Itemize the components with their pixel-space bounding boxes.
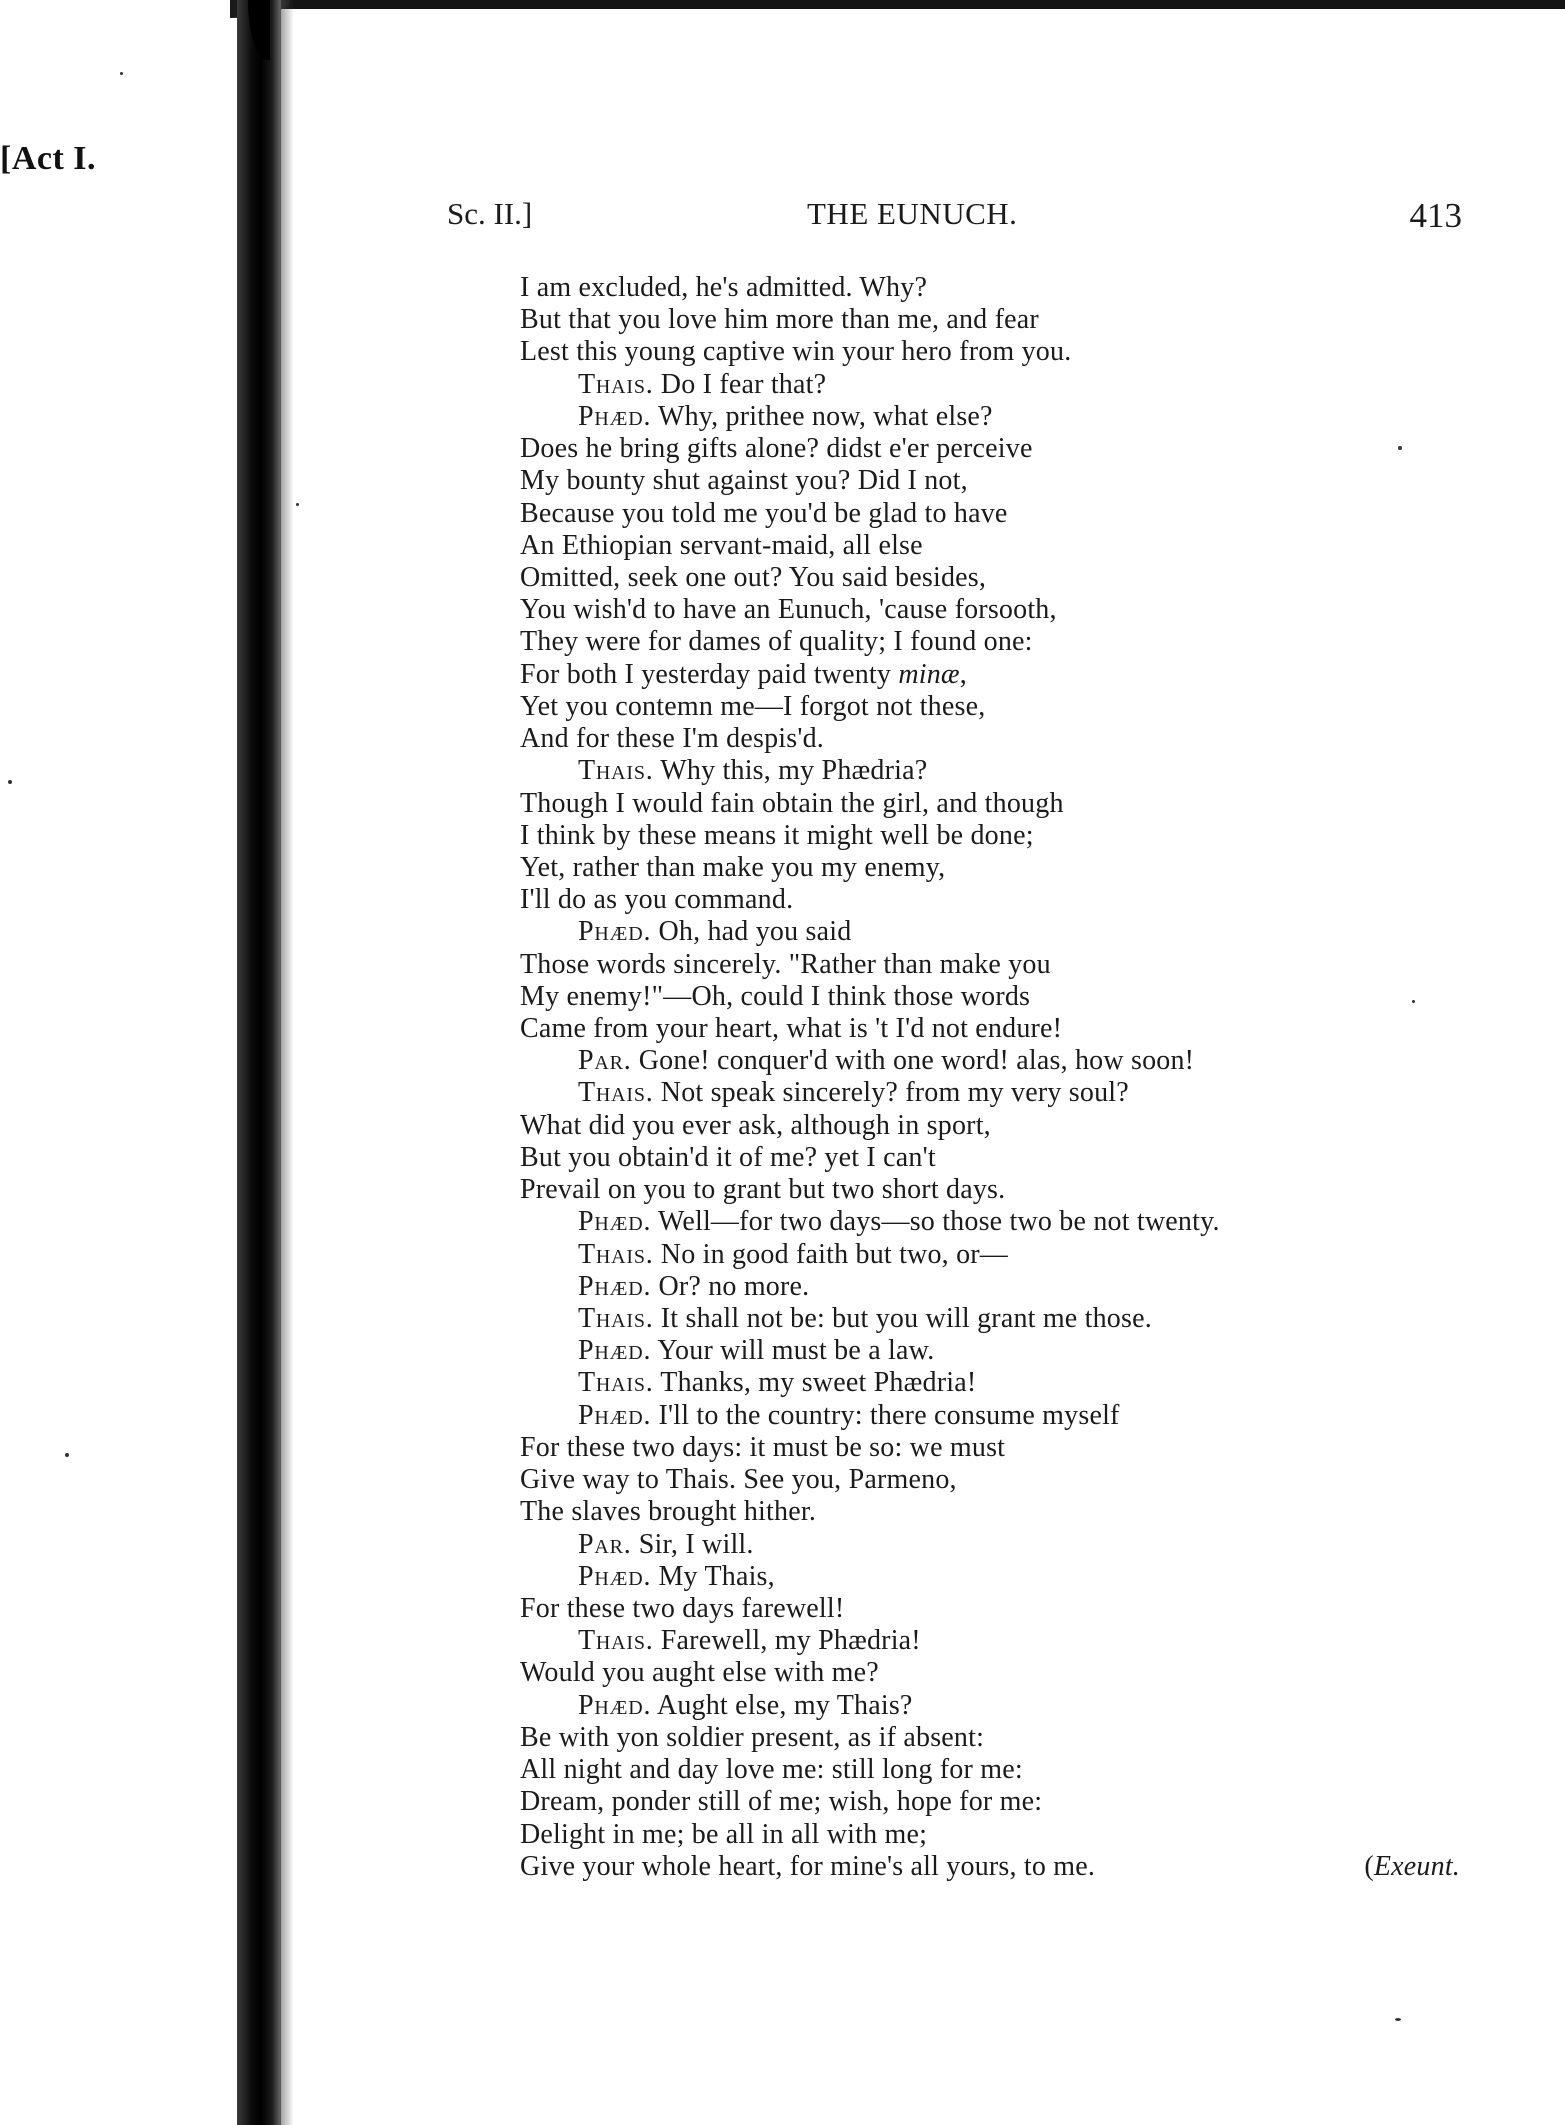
verse-line bbox=[520, 659, 1460, 691]
verse-line bbox=[520, 820, 1460, 852]
line-text: Prevail on you to grant but two short days. bbox=[520, 1174, 1006, 1206]
speaker-label: Phæd. bbox=[578, 916, 652, 948]
verse-line bbox=[520, 1239, 1460, 1271]
running-head bbox=[447, 196, 1462, 244]
speaker-label: Par. bbox=[578, 1045, 632, 1077]
verse-line bbox=[520, 1786, 1460, 1818]
verse-line bbox=[520, 1174, 1460, 1206]
scene-label: Sc. II.] bbox=[447, 196, 533, 231]
stage-direction-text: Exeunt. bbox=[1373, 1850, 1460, 1882]
verse-line bbox=[520, 1496, 1460, 1528]
speaker-label: Thais. bbox=[578, 1367, 654, 1399]
line-text: Delight in me; be all in all with me; bbox=[520, 1818, 928, 1850]
line-text: My bounty shut against you? Did I not, bbox=[520, 465, 968, 497]
speaker-label: Thais. bbox=[578, 368, 654, 400]
verse-line bbox=[520, 1561, 1460, 1593]
verse-line bbox=[520, 1400, 1460, 1432]
line-text: All night and day love me: still long for me: bbox=[520, 1754, 1023, 1786]
verse-line bbox=[520, 981, 1460, 1013]
verse-text bbox=[520, 272, 1460, 1883]
verse-line bbox=[520, 336, 1460, 368]
line-text: Came from your heart, what is 't I'd not endure! bbox=[520, 1013, 1063, 1045]
line-text: They were for dames of quality; I found one: bbox=[520, 626, 1033, 658]
speaker-label: Phæd. bbox=[578, 1560, 652, 1592]
verse-line bbox=[520, 1754, 1460, 1786]
line-text: What did you ever ask, although in sport, bbox=[520, 1109, 991, 1141]
verse-line bbox=[520, 723, 1460, 755]
line-text: My Thais, bbox=[658, 1560, 775, 1592]
verse-line bbox=[520, 433, 1460, 465]
verse-line bbox=[520, 1013, 1460, 1045]
verse-line bbox=[520, 1110, 1460, 1142]
verse-line bbox=[520, 1206, 1460, 1238]
verse-line bbox=[520, 1142, 1460, 1174]
line-text: Give your whole heart, for mine's all yours, to me. bbox=[520, 1850, 1096, 1882]
page-number: 413 bbox=[1409, 196, 1462, 235]
verse-line bbox=[520, 1625, 1460, 1657]
line-text: Why, prithee now, what else? bbox=[657, 400, 993, 432]
verse-line bbox=[520, 1367, 1460, 1399]
line-text: Dream, ponder still of me; wish, hope for me: bbox=[520, 1786, 1043, 1818]
verse-line bbox=[520, 1593, 1460, 1625]
line-text: Omitted, seek one out? You said besides, bbox=[520, 561, 987, 593]
scan-speck bbox=[8, 780, 12, 784]
verse-line bbox=[520, 1657, 1460, 1689]
verse-line bbox=[520, 1722, 1460, 1754]
binding-gutter bbox=[237, 0, 281, 2125]
line-text: Give way to Thais. See you, Parmeno, bbox=[520, 1464, 957, 1496]
line-text: For both I yesterday paid twenty minæ, bbox=[520, 658, 967, 690]
line-text: But that you love him more than me, and fear bbox=[520, 304, 1039, 336]
verse-line bbox=[520, 916, 1460, 948]
line-text: I'll to the country: there consume myself bbox=[658, 1399, 1120, 1431]
line-text: Would you aught else with me? bbox=[520, 1657, 879, 1689]
line-text: Do I fear that? bbox=[660, 368, 827, 400]
line-text: Aught else, my Thais? bbox=[656, 1689, 913, 1721]
line-text: My enemy!"—Oh, could I think those words bbox=[520, 980, 1031, 1012]
scan-speck bbox=[1395, 2018, 1401, 2021]
line-text: Gone! conquer'd with one word! alas, how soon! bbox=[638, 1045, 1195, 1077]
verse-line bbox=[520, 626, 1460, 658]
scan-speck bbox=[120, 72, 123, 75]
line-text: An Ethiopian servant-maid, all else bbox=[520, 529, 923, 561]
verse-line bbox=[520, 1271, 1460, 1303]
previous-page-header: [Act I. bbox=[0, 140, 97, 177]
verse-line bbox=[520, 949, 1460, 981]
line-text: Lest this young captive win your hero from you. bbox=[520, 336, 1072, 368]
stage-direction bbox=[1364, 1851, 1460, 1883]
verse-line bbox=[520, 1077, 1460, 1109]
verse-line bbox=[520, 1851, 1460, 1883]
verse-line bbox=[520, 1045, 1460, 1077]
line-text: Because you told me you'd be glad to have bbox=[520, 497, 1008, 529]
verse-line bbox=[520, 1432, 1460, 1464]
line-text: Thanks, my sweet Phædria! bbox=[660, 1367, 977, 1399]
line-text: Yet you contemn me—I forgot not these, bbox=[520, 690, 986, 722]
verse-line bbox=[520, 788, 1460, 820]
verse-line bbox=[520, 1529, 1460, 1561]
speaker-label: Phæd. bbox=[578, 1206, 652, 1238]
speaker-label: Thais. bbox=[578, 1625, 654, 1657]
verse-line bbox=[520, 369, 1460, 401]
verse-line bbox=[520, 1464, 1460, 1496]
stage-direction-paren: ( bbox=[1364, 1850, 1374, 1882]
line-text: Yet, rather than make you my enemy, bbox=[520, 851, 946, 883]
page-title: THE EUNUCH. bbox=[807, 196, 1018, 231]
verse-line bbox=[520, 1690, 1460, 1722]
verse-line bbox=[520, 594, 1460, 626]
verse-line bbox=[520, 755, 1460, 787]
speaker-label: Par. bbox=[578, 1528, 632, 1560]
line-text: And for these I'm despis'd. bbox=[520, 723, 824, 755]
line-text: I think by these means it might well be done; bbox=[520, 819, 1034, 851]
binding-gutter-shadow bbox=[280, 0, 294, 2125]
speaker-label: Phæd. bbox=[578, 1270, 652, 1302]
verse-line bbox=[520, 304, 1460, 336]
line-text: For these two days farewell! bbox=[520, 1592, 845, 1624]
verse-line bbox=[520, 852, 1460, 884]
page-top-edge bbox=[250, 0, 1565, 9]
line-text: Why this, my Phædria? bbox=[660, 755, 928, 787]
line-text: Your will must be a law. bbox=[657, 1335, 935, 1367]
speaker-label: Thais. bbox=[578, 1238, 654, 1270]
line-text: Though I would fain obtain the girl, and though bbox=[520, 787, 1064, 819]
speaker-label: Thais. bbox=[578, 1303, 654, 1334]
verse-line bbox=[520, 272, 1460, 304]
line-text: Oh, had you said bbox=[658, 916, 852, 948]
line-text: Those words sincerely. "Rather than make you bbox=[520, 948, 1051, 980]
line-text: The slaves brought hither. bbox=[520, 1496, 817, 1528]
scan-speck bbox=[65, 1453, 69, 1457]
verse-line bbox=[520, 530, 1460, 562]
line-text: Does he bring gifts alone? didst e'er perceive bbox=[520, 433, 1033, 465]
line-text: But you obtain'd it of me? yet I can't bbox=[520, 1141, 936, 1173]
speaker-label: Phæd. bbox=[578, 1399, 652, 1431]
speaker-label: Phæd. bbox=[578, 1335, 652, 1367]
line-text: For these two days: it must be so: we must bbox=[520, 1431, 1006, 1463]
line-text: I am excluded, he's admitted. Why? bbox=[520, 272, 928, 303]
line-text: Farewell, my Phædria! bbox=[660, 1625, 921, 1657]
line-text: No in good faith but two, or— bbox=[660, 1238, 1008, 1270]
verse-line bbox=[520, 1335, 1460, 1367]
verse-line bbox=[520, 465, 1460, 497]
speaker-label: Phæd. bbox=[578, 1689, 652, 1721]
verse-line bbox=[520, 498, 1460, 530]
speaker-label: Thais. bbox=[578, 755, 654, 787]
verse-line bbox=[520, 401, 1460, 433]
line-text: I'll do as you command. bbox=[520, 884, 794, 916]
verse-line bbox=[520, 1303, 1460, 1335]
line-text: It shall not be: but you will grant me those. bbox=[660, 1303, 1152, 1334]
verse-line bbox=[520, 884, 1460, 916]
speaker-label: Phæd. bbox=[578, 400, 652, 432]
verse-line bbox=[520, 562, 1460, 594]
line-text: Be with yon soldier present, as if absent: bbox=[520, 1721, 985, 1753]
line-text: Well—for two days—so those two be not twenty. bbox=[657, 1206, 1220, 1238]
verse-line bbox=[520, 1819, 1460, 1851]
line-text: Sir, I will. bbox=[638, 1528, 754, 1560]
line-text: Not speak sincerely? from my very soul? bbox=[660, 1077, 1129, 1109]
line-text: Or? no more. bbox=[658, 1270, 810, 1302]
verse-line bbox=[520, 691, 1460, 723]
scan-speck bbox=[296, 503, 299, 506]
line-text: You wish'd to have an Eunuch, 'cause forsooth, bbox=[520, 594, 1057, 626]
speaker-label: Thais. bbox=[578, 1077, 654, 1109]
